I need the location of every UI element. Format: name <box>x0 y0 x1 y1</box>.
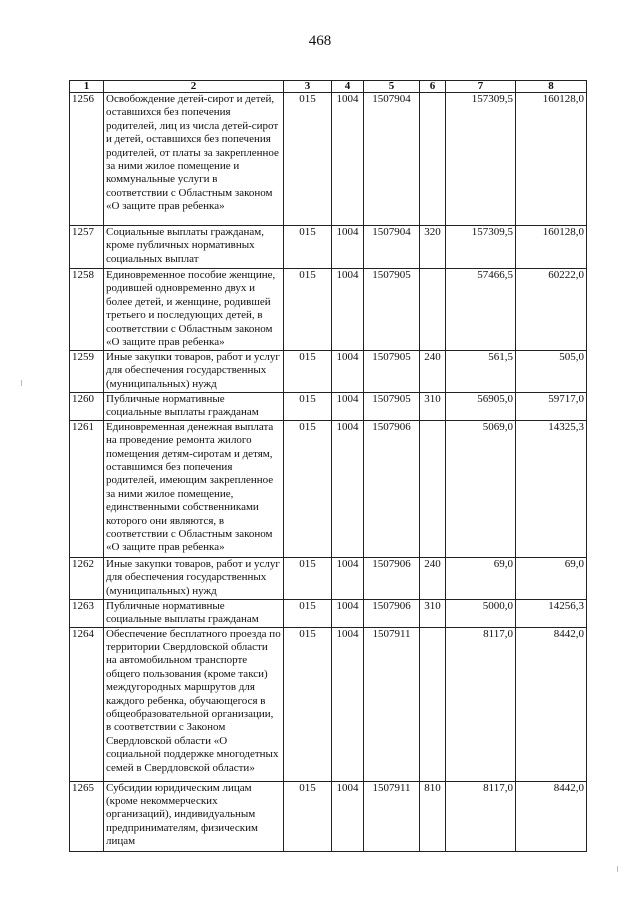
row-code-6: 810 <box>420 781 446 851</box>
row-code-4: 1004 <box>332 226 364 269</box>
row-code-3: 015 <box>284 393 332 421</box>
row-code-3: 015 <box>284 269 332 351</box>
row-number: 1263 <box>70 599 104 627</box>
row-code-3: 015 <box>284 351 332 393</box>
table-row <box>70 627 587 781</box>
row-code-3: 015 <box>284 599 332 627</box>
row-number: 1265 <box>70 781 104 851</box>
row-code-6 <box>420 93 446 226</box>
row-value-8: 59717,0 <box>516 393 587 421</box>
row-code-4: 1004 <box>332 781 364 851</box>
header-col-5: 5 <box>364 81 420 93</box>
page-number: 468 <box>308 33 332 49</box>
row-code-4: 1004 <box>332 599 364 627</box>
row-name: Публичные нормативные социальные выплаты гражданам <box>104 393 284 421</box>
budget-table <box>69 80 587 852</box>
table-row <box>70 226 587 269</box>
row-code-5: 1507906 <box>364 420 420 557</box>
table-row <box>70 393 587 421</box>
row-code-5: 1507905 <box>364 351 420 393</box>
row-value-8: 69,0 <box>516 557 587 599</box>
row-code-3: 015 <box>284 627 332 781</box>
row-number: 1260 <box>70 393 104 421</box>
row-code-6: 240 <box>420 557 446 599</box>
row-code-3: 015 <box>284 93 332 226</box>
row-code-4: 1004 <box>332 93 364 226</box>
header-col-6: 6 <box>420 81 446 93</box>
row-value-7: 8117,0 <box>446 781 516 851</box>
row-value-7: 69,0 <box>446 557 516 599</box>
row-code-5: 1507904 <box>364 226 420 269</box>
scan-mark <box>21 380 22 386</box>
header-col-4: 4 <box>332 81 364 93</box>
row-code-4: 1004 <box>332 557 364 599</box>
row-name: Иные закупки товаров, работ и услуг для обеспечения государственных (муниципальных) нужд <box>104 351 284 393</box>
row-code-3: 015 <box>284 781 332 851</box>
row-code-3: 015 <box>284 226 332 269</box>
table-header-row <box>70 81 587 93</box>
row-code-4: 1004 <box>332 627 364 781</box>
row-code-4: 1004 <box>332 269 364 351</box>
row-number: 1258 <box>70 269 104 351</box>
row-code-5: 1507905 <box>364 393 420 421</box>
scan-mark <box>617 866 618 872</box>
row-code-3: 015 <box>284 557 332 599</box>
row-code-5: 1507911 <box>364 781 420 851</box>
row-value-7: 8117,0 <box>446 627 516 781</box>
row-value-7: 561,5 <box>446 351 516 393</box>
row-name: Обеспечение бесплатного проезда по территории Свердловской области на автомобильном транспорте общего пользования (кроме такси) междугородных маршрутов для каждого ребенка, обучающегося в общеобразовательной организации, в соответствии с Законом Свердловской области «О социальной поддержке многодетных семей в Свердловской области» <box>104 627 284 781</box>
header-col-8: 8 <box>516 81 587 93</box>
table-row <box>70 599 587 627</box>
row-number: 1259 <box>70 351 104 393</box>
table-row <box>70 557 587 599</box>
row-code-4: 1004 <box>332 420 364 557</box>
row-value-7: 57466,5 <box>446 269 516 351</box>
row-code-3: 015 <box>284 420 332 557</box>
row-code-6 <box>420 269 446 351</box>
row-code-4: 1004 <box>332 393 364 421</box>
row-code-5: 1507905 <box>364 269 420 351</box>
row-name: Иные закупки товаров, работ и услуг для обеспечения государственных (муниципальных) нужд <box>104 557 284 599</box>
row-code-6: 310 <box>420 599 446 627</box>
row-code-6: 240 <box>420 351 446 393</box>
row-value-8: 14325,3 <box>516 420 587 557</box>
table-row <box>70 781 587 851</box>
row-number: 1256 <box>70 93 104 226</box>
row-value-8: 8442,0 <box>516 627 587 781</box>
row-code-4: 1004 <box>332 351 364 393</box>
header-col-1: 1 <box>70 81 104 93</box>
row-value-8: 505,0 <box>516 351 587 393</box>
row-code-5: 1507906 <box>364 557 420 599</box>
row-number: 1262 <box>70 557 104 599</box>
table-row <box>70 93 587 226</box>
header-col-2: 2 <box>104 81 284 93</box>
row-value-7: 157309,5 <box>446 226 516 269</box>
table-row <box>70 351 587 393</box>
row-value-8: 14256,3 <box>516 599 587 627</box>
row-value-7: 5000,0 <box>446 599 516 627</box>
row-code-6: 320 <box>420 226 446 269</box>
row-name: Единовременное пособие женщине, родившей одновременно двух и более детей, и женщине, родившей третьего и последующих детей, в соответствии с Областным законом «О защите прав ребенка» <box>104 269 284 351</box>
row-value-8: 160128,0 <box>516 226 587 269</box>
header-col-3: 3 <box>284 81 332 93</box>
row-code-5: 1507904 <box>364 93 420 226</box>
row-value-7: 5069,0 <box>446 420 516 557</box>
row-code-6 <box>420 420 446 557</box>
row-code-5: 1507911 <box>364 627 420 781</box>
row-name: Субсидии юридическим лицам (кроме некоммерческих организаций), индивидуальным предпринимателям, физическим лицам <box>104 781 284 851</box>
row-value-7: 157309,5 <box>446 93 516 226</box>
row-number: 1261 <box>70 420 104 557</box>
row-value-8: 60222,0 <box>516 269 587 351</box>
row-name: Освобождение детей-сирот и детей, оставшихся без попечения родителей, лиц из числа детей-сирот и детей, оставшихся без попечения родителей, от платы за закрепленное за ними жилое помещение и коммунальные услуги в соответствии с Областным законом «О защите прав ребенка» <box>104 93 284 226</box>
row-number: 1257 <box>70 226 104 269</box>
row-value-8: 8442,0 <box>516 781 587 851</box>
table-row <box>70 269 587 351</box>
table-row <box>70 420 587 557</box>
header-col-7: 7 <box>446 81 516 93</box>
row-name: Социальные выплаты гражданам, кроме публичных нормативных социальных выплат <box>104 226 284 269</box>
row-value-7: 56905,0 <box>446 393 516 421</box>
row-code-6: 310 <box>420 393 446 421</box>
row-number: 1264 <box>70 627 104 781</box>
row-name: Публичные нормативные социальные выплаты гражданам <box>104 599 284 627</box>
row-code-6 <box>420 627 446 781</box>
row-code-5: 1507906 <box>364 599 420 627</box>
row-value-8: 160128,0 <box>516 93 587 226</box>
row-name: Единовременная денежная выплата на проведение ремонта жилого помещения детям-сиротам и детям, оставшимся без попечения родителей, имеющим закрепленное за ними жилое помещение, единственными собственниками которого они являются, в соответствии с Областным законом «О защите прав ребенка» <box>104 420 284 557</box>
